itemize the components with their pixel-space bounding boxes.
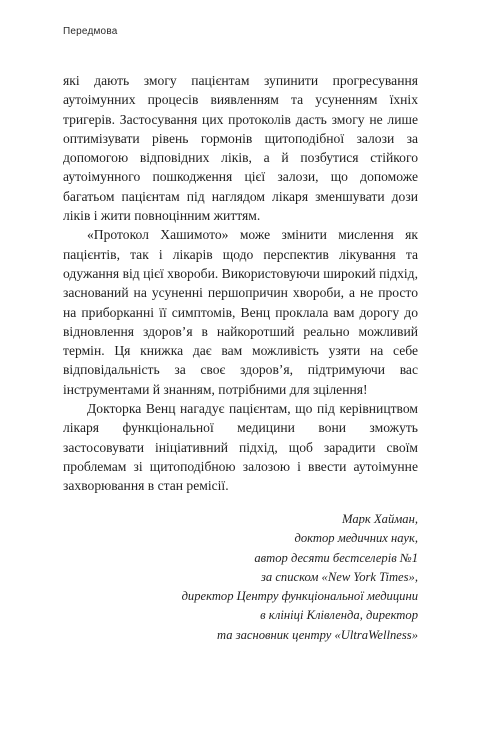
- signature-line: за списком «New York Times»,: [260, 569, 418, 584]
- signature-line: в клініці Клівленда, директор: [260, 608, 418, 623]
- signature-line: доктор медичних наук,: [294, 531, 418, 546]
- signature-author-name: Марк Хайман,: [342, 512, 418, 526]
- running-title: Передмова: [63, 26, 118, 37]
- paragraph-3: Докторка Венц нагадує пацієнтам, що під керівництвом лікаря функціональної медицини вони зможуть застосовувати ініціативний підхід, щоб зарадити своїм проблемам зі щитоподібною залозою і ввести аутоімунне захворювання в стан ремісії.: [63, 401, 418, 494]
- paragraph-2: «Протокол Хашимото» може змінити мислення як пацієнтів, так і лікарів щодо перспектив лікування та одужання від цієї хвороби. Використовуючи широкий підхід, заснований на усуненні першопричин хвороби, а не просто на приборканні її симптомів, Венц проклала вам дорогу до відновлення здоров’я в найкоротший реально можливий термін. Ця книжка дає вам можливість узяти на себе відповідальність за своє здоров’я, підтримуючи вас інструментами й знанням, потрібними для зцілення!: [63, 227, 418, 397]
- paragraph-1: які дають змогу пацієнтам зупинити прогресування аутоімунних процесів виявленням та усуненням їхніх тригерів. Застосування цих протоколів дасть змогу не лише оптимізувати рівень гормонів щитоподібної залози за допомогою відповідних ліків, а й позбутися стійкого аутоімунного пошкодження цієї залози, що допоможе багатьом пацієнтам під наглядом лікаря зменшувати дози ліків і жити повноцінним життям.: [63, 73, 418, 224]
- running-header: [63, 26, 118, 37]
- signature-line: автор десяти бестселерів №1: [254, 550, 418, 565]
- signature-line: та засновник центру «UltraWellness»: [217, 627, 418, 642]
- signature-block: [182, 510, 418, 645]
- signature-line: директор Центру функціональної медицини: [181, 589, 418, 604]
- body-text: [63, 71, 418, 496]
